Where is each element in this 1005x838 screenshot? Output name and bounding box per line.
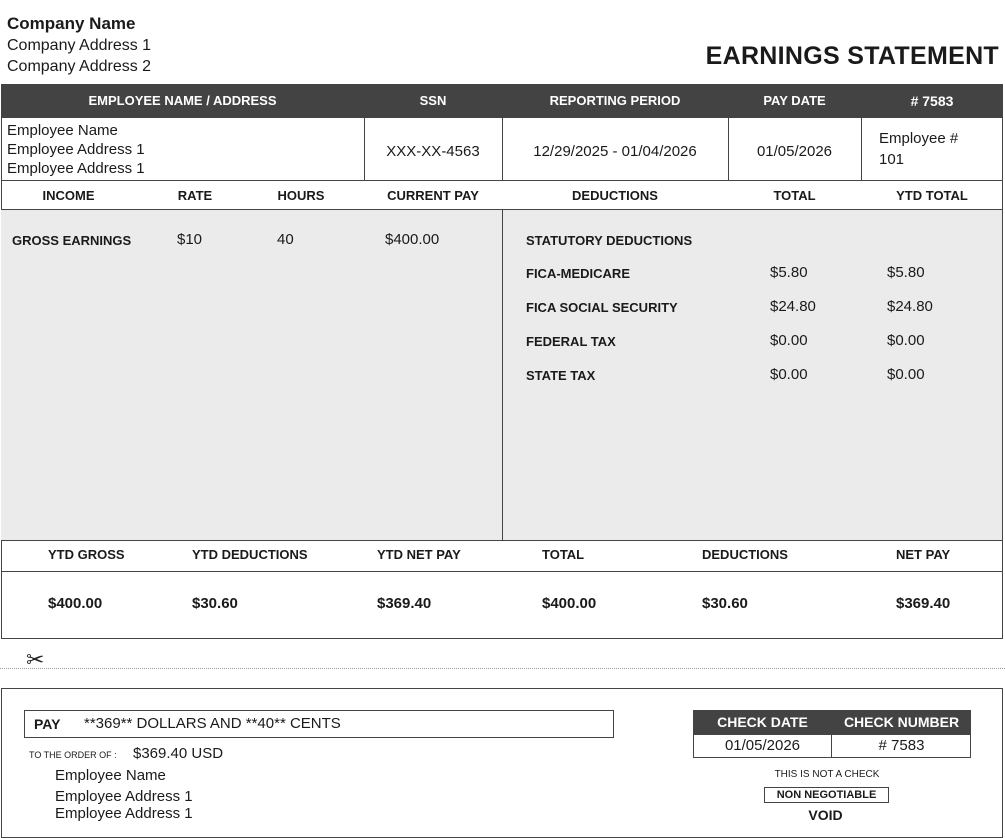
period-value: 12/29/2025 - 01/04/2026	[533, 143, 697, 160]
deduction-ytd: $24.80	[887, 298, 933, 315]
header-statement-number: # 7583	[910, 93, 954, 109]
col-hours: HOURS	[277, 188, 325, 203]
col-rate: RATE	[177, 188, 213, 203]
deduction-total: $5.80	[770, 264, 808, 281]
company-name: Company Name	[7, 14, 136, 33]
ytd-gross-label: YTD GROSS	[48, 547, 125, 562]
ytd-deductions-value: $30.60	[192, 595, 238, 612]
col-deductions: DEDUCTIONS	[572, 188, 658, 203]
header-ssn: SSN	[419, 93, 447, 108]
employee-number-label: Employee #	[879, 130, 959, 147]
deduction-ytd: $5.80	[887, 264, 925, 281]
scissors-icon: ✂	[26, 647, 45, 672]
deductions-total-label: DEDUCTIONS	[702, 547, 788, 562]
ytd-deductions-label: YTD DEDUCTIONS	[192, 547, 308, 562]
non-negotiable-badge: NON NEGOTIABLE	[764, 787, 889, 803]
gross-earnings-hours: 40	[277, 231, 294, 248]
col-ytd-total: YTD TOTAL	[896, 188, 968, 203]
void-label: VOID	[808, 807, 843, 823]
deduction-label: FEDERAL TAX	[526, 334, 616, 349]
employee-address-2: Employee Address 1	[7, 160, 145, 177]
pay-label: PAY	[34, 716, 61, 732]
check-date-label: CHECK DATE	[693, 710, 832, 734]
ytd-gross-value: $400.00	[48, 595, 103, 612]
company-address-1: Company Address 1	[7, 37, 152, 54]
gross-earnings-rate: $10	[177, 231, 203, 248]
net-pay-value: $369.40	[896, 595, 951, 612]
header-period: REPORTING PERIOD	[549, 93, 681, 108]
check-date-value: 01/05/2026	[724, 737, 801, 754]
statement-title: EARNINGS STATEMENT	[705, 42, 999, 70]
gross-earnings-label: GROSS EARNINGS	[12, 233, 132, 248]
payee-address-1: Employee Address 1	[55, 788, 193, 805]
payee-name: Employee Name	[55, 767, 166, 784]
col-current-pay: CURRENT PAY	[387, 188, 479, 203]
pay-amount-words: **369** DOLLARS AND **40** CENTS	[84, 715, 341, 732]
col-total: TOTAL	[773, 188, 816, 203]
payee-address-2: Employee Address 1	[55, 805, 193, 822]
check-number-label: CHECK NUMBER	[832, 710, 971, 734]
deduction-label: STATE TAX	[526, 368, 596, 383]
not-a-check-notice: THIS IS NOT A CHECK	[774, 769, 880, 780]
deductions-total-value: $30.60	[702, 595, 748, 612]
ytd-net-pay-value: $369.40	[377, 595, 432, 612]
header-pay-date: PAY DATE	[763, 93, 826, 108]
net-pay-label: NET PAY	[896, 547, 951, 562]
deduction-total: $24.80	[770, 298, 816, 315]
col-income: INCOME	[42, 188, 95, 203]
check-number-value: # 7583	[878, 737, 925, 754]
statutory-deductions-heading: STATUTORY DEDUCTIONS	[526, 233, 693, 248]
cut-line	[0, 668, 1005, 669]
employee-address-1: Employee Address 1	[7, 141, 145, 158]
company-address-2: Company Address 2	[7, 58, 152, 75]
header-employee: EMPLOYEE NAME / ADDRESS	[88, 93, 277, 108]
pay-date-value: 01/05/2026	[756, 143, 833, 160]
deduction-label: FICA SOCIAL SECURITY	[526, 300, 678, 315]
deduction-label: FICA-MEDICARE	[526, 266, 630, 281]
order-amount: $369.40 USD	[133, 745, 224, 762]
deduction-total: $0.00	[770, 366, 808, 383]
employee-name: Employee Name	[7, 122, 118, 139]
total-label: TOTAL	[542, 547, 585, 562]
deduction-ytd: $0.00	[887, 332, 925, 349]
gross-earnings-current-pay: $400.00	[385, 231, 440, 248]
employee-number-value: 101	[879, 151, 905, 168]
ssn-value: XXX-XX-4563	[386, 143, 480, 160]
total-value: $400.00	[542, 595, 597, 612]
ytd-net-pay-label: YTD NET PAY	[377, 547, 461, 562]
order-of-label: TO THE ORDER OF :	[29, 750, 117, 760]
deduction-total: $0.00	[770, 332, 808, 349]
deduction-ytd: $0.00	[887, 366, 925, 383]
